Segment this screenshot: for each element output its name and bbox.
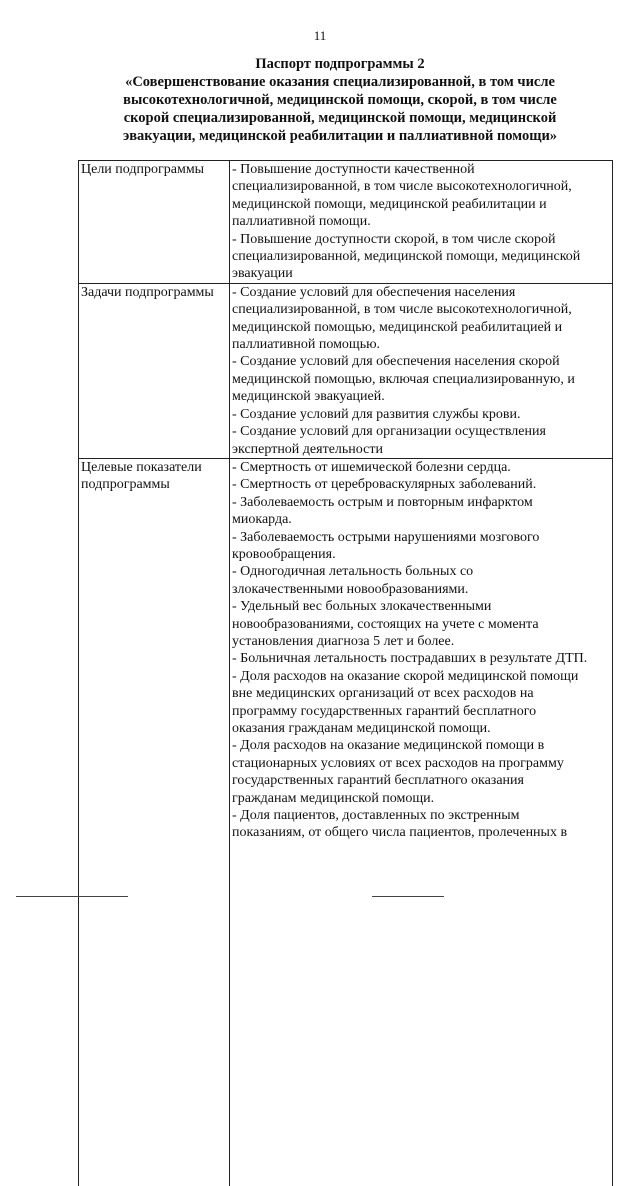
row-item-line: медицинской помощью, медицинской реабилитацией и (232, 319, 563, 335)
row-item-line: стационарных условиях от всех расходов на программу (232, 755, 564, 771)
row-label-line: Цели подпрограммы (81, 162, 205, 177)
row-item (232, 231, 610, 283)
row-item-line: показаниям, от общего числа пациентов, пролеченных в (232, 825, 568, 841)
row-item-line: специализированной, в том числе высокотехнологичной, (232, 179, 572, 195)
page-number: 11 (313, 28, 327, 43)
footer-rule-right (372, 896, 444, 897)
row-item-line: эвакуации (232, 266, 293, 282)
row-item (232, 284, 610, 354)
row-item-line: медицинской помощи, медицинской реабилитации и (232, 196, 547, 212)
row-item-line: злокачественными новообразованиями. (232, 581, 469, 597)
row-item (232, 807, 610, 842)
title-line: эвакуации, медицинской реабилитации и паллиативной помощи» (122, 128, 558, 144)
row-label-line: Целевые показатели (81, 459, 202, 475)
row-item-line: гражданам медицинской помощи. (232, 790, 435, 806)
row-item-line: - Создание условий для развития службы крови. (232, 406, 521, 422)
row-item (232, 529, 610, 564)
passport-table (78, 160, 613, 1186)
row-item (232, 650, 610, 667)
row-item-line: вне медицинских организаций от всех расходов на (232, 686, 534, 702)
row-item-line: специализированной, в том числе высокотехнологичной, (232, 302, 572, 318)
title-line: высокотехнологичной, медицинской помощи, скорой, в том числе (123, 92, 557, 108)
row-item-line: государственных гарантий бесплатного оказания (232, 773, 524, 789)
row-item (232, 161, 610, 231)
row-item-line: - Повышение доступности качественной (232, 162, 475, 177)
row-item-line: оказания гражданам медицинской помощи. (232, 721, 491, 736)
row-item-line: - Создание условий для обеспечения населения (232, 284, 516, 300)
title-line: «Совершенствование оказания специализированной, в том числе (125, 74, 555, 90)
row-item-line: - Больничная летальность пострадавших в результате ДТП. (232, 651, 588, 667)
row-item-line: установления диагноза 5 лет и более. (232, 633, 455, 649)
row-item-line: специализированной, медицинской помощи, медицинской (232, 249, 581, 265)
row-item (232, 598, 610, 650)
row-label-line: Задачи подпрограммы (81, 284, 214, 300)
row-content-cell (230, 161, 613, 284)
row-item (232, 668, 610, 738)
title-line: скорой специализированной, медицинской помощи, медицинской (123, 110, 557, 126)
row-item (232, 494, 610, 529)
row-item-line: - Создание условий для обеспечения населения скорой (232, 354, 560, 370)
row-item-line: - Заболеваемость острым и повторным инфарктом (232, 494, 533, 510)
row-content-cell (230, 458, 613, 1186)
row-item-line: миокарда. (232, 512, 292, 528)
row-item-line: - Одногодичная летальность больных со (232, 564, 474, 580)
row-item-line: паллиативной помощи. (232, 214, 371, 230)
row-item-line: - Смертность от цереброваскулярных заболеваний. (232, 477, 537, 493)
row-item-line: кровообращения. (232, 546, 336, 562)
row-item-line: новообразованиями, состоящих на учете с момента (232, 616, 539, 632)
row-item-line: - Повышение доступности скорой, в том числе скорой (232, 231, 556, 247)
passport-row (79, 458, 613, 1186)
row-label-line: подпрограммы (81, 477, 170, 493)
row-item-line: - Удельный вес больных злокачественными (232, 599, 492, 615)
row-item-line: экспертной деятельности (232, 441, 383, 457)
row-item (232, 406, 610, 423)
row-item-line: медицинской помощью, включая специализированную, и (232, 371, 575, 387)
footer-rule-left (16, 896, 128, 897)
row-item-line: - Создание условий для организации осуществления (232, 424, 546, 440)
row-label-cell (79, 283, 230, 458)
passport-table-body (79, 161, 613, 1186)
document-title (70, 55, 610, 145)
passport-row (79, 161, 613, 284)
row-item (232, 423, 610, 458)
row-item (232, 459, 610, 476)
row-item-line: - Заболеваемость острыми нарушениями мозгового (232, 529, 540, 545)
row-item-line: паллиативной помощью. (232, 337, 381, 353)
row-item-line: программу государственных гарантий бесплатного (232, 703, 537, 719)
passport-row (79, 283, 613, 458)
row-item (232, 563, 610, 598)
row-content-cell (230, 283, 613, 458)
row-item-line: - Доля расходов на оказание скорой медицинской помощи (232, 668, 579, 684)
title-line: Паспорт подпрограммы 2 (255, 56, 425, 72)
row-item-line: - Доля пациентов, доставленных по экстренным (232, 808, 520, 824)
row-item-line: - Доля расходов на оказание медицинской помощи в (232, 738, 545, 754)
row-label-cell (79, 161, 230, 284)
row-item (232, 737, 610, 807)
row-label-cell (79, 458, 230, 1186)
row-item (232, 353, 610, 405)
row-item-line: - Смертность от ишемической болезни сердца. (232, 459, 511, 475)
row-item-line: медицинской эвакуацией. (232, 389, 385, 405)
row-item (232, 476, 610, 493)
